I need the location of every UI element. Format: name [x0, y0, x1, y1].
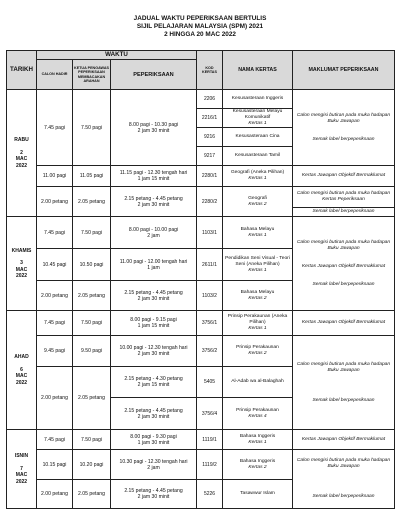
kod-kertas: 2216/1 — [197, 109, 223, 128]
col-nama-kertas: NAMA KERTAS — [223, 51, 293, 90]
ketua-pengawas: 7.50 pagi — [73, 311, 111, 336]
tarikh-rabu: RABU 2 MAC 2022 — [7, 90, 37, 217]
calon-hadir: 2.00 petang — [37, 281, 73, 311]
col-waktu: WAKTU — [37, 51, 197, 60]
kod-kertas: 5405 — [197, 367, 223, 398]
kod-kertas: 3756/1 — [197, 311, 223, 336]
ketua-pengawas: 2.05 petang — [73, 281, 111, 311]
col-ketua-pengawas: KETUA PENGAWAS PEPERIKSAAN MEMBACAKAN ARAHAN — [73, 60, 111, 90]
masa-peperiksaan: 2.15 petang - 4.30 petang 2 jam 15 minit — [111, 367, 197, 398]
ketua-pengawas: 9.50 pagi — [73, 336, 111, 367]
nama-kertas: Bahasa Melayu Kertas 2 — [223, 281, 293, 311]
nama-kertas: Geografi (Aneka Pilihan) Kertas 1 — [223, 166, 293, 187]
nama-kertas: Bahasa Inggeris Kertas 1 — [223, 430, 293, 450]
maklumat: Calon mengisi butiran pada muka hadapan Kertas Peperiksaan — [293, 187, 395, 208]
calon-hadir: 11.00 pagi — [37, 166, 73, 187]
calon-hadir: 10.45 pagi — [37, 249, 73, 281]
kod-kertas: 2206 — [197, 90, 223, 109]
kod-kertas: 2611/1 — [197, 249, 223, 281]
kod-kertas: 9217 — [197, 147, 223, 166]
maklumat: Calon mengisi butiran pada muka hadapan Buku Jawapan Semak label berpeperiksaan — [293, 90, 395, 166]
kod-kertas: 1119/1 — [197, 430, 223, 450]
masa-peperiksaan: 11.15 pagi - 12.30 tengah hari 1 jam 15 minit — [111, 166, 197, 187]
calon-hadir: 7.45 pagi — [37, 430, 73, 450]
nama-kertas: Geografi Kertas 2 — [223, 187, 293, 217]
nama-kertas: Prinsip Perakaunan Kertas 4 — [223, 398, 293, 430]
maklumat: Kertas Jawapan Objektif Bermaklumat — [293, 166, 395, 187]
calon-hadir: 7.45 pagi — [37, 311, 73, 336]
calon-hadir: 10.15 pagi — [37, 450, 73, 480]
nama-kertas: Prinsip Perakaunan (Aneka Pilihan) Kertas 1 — [223, 311, 293, 336]
col-peperiksaan: PEPERIKSAAN — [111, 60, 197, 90]
maklumat: Kertas Jawapan Objektif Bermaklumat — [293, 311, 395, 336]
masa-peperiksaan: 8.00 pagi - 9.15 pagi 1 jam 15 minit — [111, 311, 197, 336]
maklumat: Calon mengisi butiran pada muka hadapan Buku Jawapan Semak label berpeperiksaan — [293, 336, 395, 430]
calon-hadir: 7.45 pagi — [37, 217, 73, 249]
ketua-pengawas: 10.20 pagi — [73, 450, 111, 480]
tarikh-ahad: AHAD 6 MAC 2022 — [7, 311, 37, 430]
kod-kertas: 2280/2 — [197, 187, 223, 217]
nama-kertas: Kesusasteraan Tamil — [223, 147, 293, 166]
timetable — [6, 50, 395, 509]
ketua-pengawas: 11.05 pagi — [73, 166, 111, 187]
ketua-pengawas: 2.05 petang — [73, 187, 111, 217]
col-maklumat: MAKLUMAT PEPERIKSAAN — [293, 51, 395, 90]
col-kod-kertas: KOD KERTAS — [197, 51, 223, 90]
nama-kertas: Bahasa Melayu Kertas 1 — [223, 217, 293, 249]
masa-peperiksaan: 10.00 pagi - 12.30 tengah hari 2 jam 30 minit — [111, 336, 197, 367]
document-date-range: 2 HINGGA 20 MAC 2022 — [164, 31, 236, 38]
masa-peperiksaan: 2.15 petang - 4.45 petang 2 jam 30 minit — [111, 398, 197, 430]
calon-hadir: 7.45 pagi — [37, 90, 73, 166]
nama-kertas: Pendidikan Seni Visual - Teori Seni (Aneka Pilihan) Kertas 1 — [223, 249, 293, 281]
masa-peperiksaan: 8.00 pagi - 9.30 pagi 1 jam 30 minit — [111, 430, 197, 450]
kod-kertas: 1119/2 — [197, 450, 223, 480]
kod-kertas: 1103/1 — [197, 217, 223, 249]
document-title: JADUAL WAKTU PEPERIKSAAN BERTULIS — [133, 15, 267, 22]
masa-peperiksaan: 11.00 pagi - 12.00 tengah hari 1 jam — [111, 249, 197, 281]
nama-kertas: Kesusasteraan Cina — [223, 128, 293, 147]
masa-peperiksaan: 2.15 petang - 4.45 petang 2 jam 30 minit — [111, 480, 197, 509]
document-subtitle: SIJIL PELAJARAN MALAYSIA (SPM) 2021 — [136, 23, 264, 30]
nama-kertas: Al-Adab wa al-Balaghah — [223, 367, 293, 398]
ketua-pengawas: 7.50 pagi — [73, 90, 111, 166]
masa-peperiksaan: 8.00 pagi - 10.30 pagi 2 jam 30 minit — [111, 90, 197, 166]
tarikh-isnin: ISNIN 7 MAC 2022 — [7, 430, 37, 509]
maklumat: Semak label berpeperiksaan — [293, 208, 395, 217]
kod-kertas: 3756/4 — [197, 398, 223, 430]
masa-peperiksaan: 8.00 pagi - 10.00 pagi 2 jam — [111, 217, 197, 249]
masa-peperiksaan: 10.30 pagi - 12.30 tengah hari 2 jam — [111, 450, 197, 480]
kod-kertas: 3756/2 — [197, 336, 223, 367]
col-calon-hadir: CALON HADIR — [37, 60, 73, 90]
maklumat: Calon mengisi butiran pada muka hadapan Buku Jawapan Kertas Jawapan Objektif Bermaklumat Semak label berpeperiksaan — [293, 217, 395, 311]
masa-peperiksaan: 2.15 petang - 4.45 petang 2 jam 30 minit — [111, 281, 197, 311]
nama-kertas: Tasawwur Islam — [223, 480, 293, 509]
nama-kertas: Kesusasteraan Inggeris — [223, 90, 293, 109]
calon-hadir: 2.00 petang — [37, 187, 73, 217]
kod-kertas: 1103/2 — [197, 281, 223, 311]
masa-peperiksaan: 2.15 petang - 4.45 petang 2 jam 30 minit — [111, 187, 197, 217]
nama-kertas: Bahasa Inggeris Kertas 2 — [223, 450, 293, 480]
ketua-pengawas: 2.05 petang — [73, 367, 111, 430]
kod-kertas: 9216 — [197, 128, 223, 147]
maklumat: Kertas Jawapan Objektif Bermaklumat — [293, 430, 395, 450]
kod-kertas: 5226 — [197, 480, 223, 509]
nama-kertas: Kesusasteraan Melayu Komunikatif Kertas 1 — [223, 109, 293, 128]
maklumat: Calon mengisi butiran pada muka hadapan Buku Jawapan Semak label berpeperiksaan — [293, 450, 395, 509]
ketua-pengawas: 7.50 pagi — [73, 217, 111, 249]
tarikh-khamis: KHAMIS 3 MAC 2022 — [7, 217, 37, 311]
calon-hadir: 2.00 petang — [37, 367, 73, 430]
ketua-pengawas: 2.05 petang — [73, 480, 111, 509]
nama-kertas: Prinsip Perakaunan Kertas 2 — [223, 336, 293, 367]
ketua-pengawas: 10.50 pagi — [73, 249, 111, 281]
calon-hadir: 2.00 petang — [37, 480, 73, 509]
ketua-pengawas: 7.50 pagi — [73, 430, 111, 450]
kod-kertas: 2280/1 — [197, 166, 223, 187]
calon-hadir: 9.45 pagi — [37, 336, 73, 367]
col-tarikh: TARIKH — [7, 51, 37, 90]
